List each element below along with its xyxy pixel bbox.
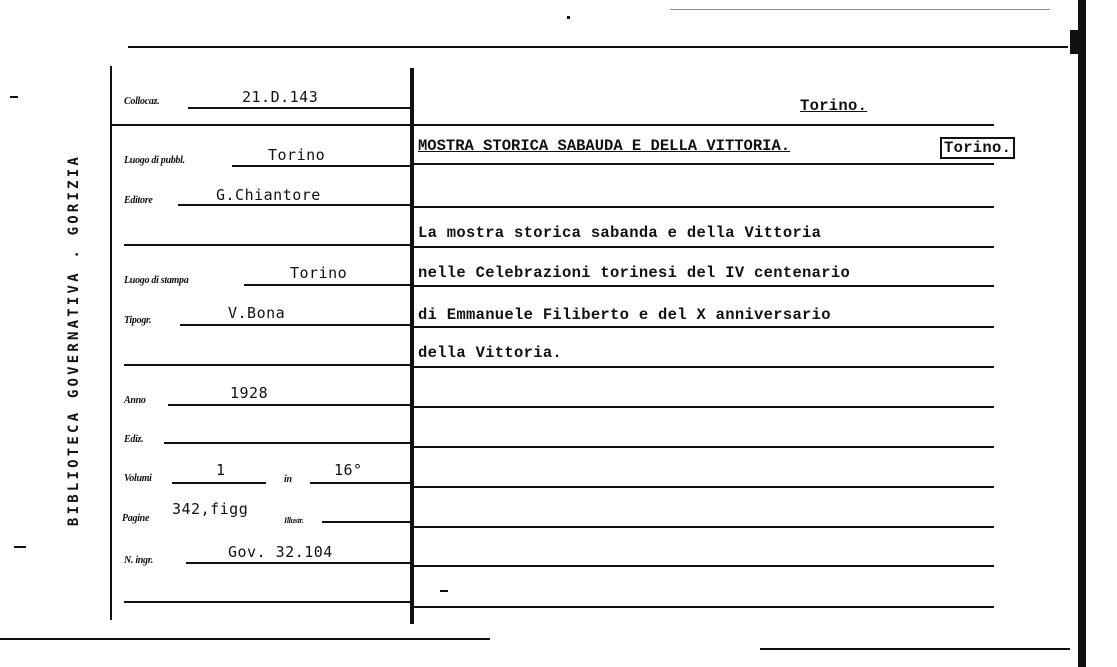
title-place: Torino. [940,137,1015,159]
label-collocazione: Collocaz. [124,96,160,107]
rule-blank-1 [124,244,410,246]
rule-pagine [322,521,410,523]
label-anno: Anno [124,395,146,406]
value-collocazione: 21.D.143 [242,88,319,106]
value-anno: 1928 [230,384,269,402]
center-divider-line [410,68,414,624]
rule-sep-1 [112,124,410,126]
label-in: in [284,474,292,485]
label-editore: Editore [124,195,153,206]
top-right-dash [670,9,1050,10]
title-line: MOSTRA STORICA SABAUDA E DELLA VITTORIA. [418,137,791,155]
rule-right-3 [414,246,994,248]
top-border-line [128,46,1068,48]
label-tipogr: Tipogr. [124,315,152,326]
value-n-ingr: Gov. 32.104 [228,543,333,561]
rule-n-ingr [186,562,410,564]
speck [440,590,448,592]
speck [10,96,18,98]
right-edge-notch [1070,30,1078,54]
value-pagine: 342,figg [172,500,249,518]
rule-right-1 [414,163,994,165]
rule-right-4 [414,285,994,287]
value-editore: G.Chiantore [216,186,321,204]
rule-format [310,482,410,484]
rule-editore [178,204,410,206]
value-luogo-pubbl: Torino [268,146,326,164]
label-luogo-stampa: Luogo di stampa [124,275,189,286]
rule-right-8 [414,446,994,448]
rule-volumi [172,482,266,484]
rule-anno [168,404,410,406]
heading-place: Torino. [800,97,868,115]
body-line-2: nelle Celebrazioni torinesi del IV centenario [418,264,851,282]
body-line-1: La mostra storica sabanda e della Vittoria [418,224,822,242]
rule-collocazione [188,107,410,109]
rule-right-top [414,124,994,126]
bottom-border-line [0,638,490,640]
rule-right-11 [414,565,994,567]
label-ediz: Ediz. [124,434,144,445]
label-pagine: Pagine [122,513,150,524]
label-illustr: Illustr. [284,516,304,525]
rule-ediz [164,442,410,444]
left-margin-line [110,66,112,620]
rule-right-2 [414,206,994,208]
value-luogo-stampa: Torino [290,264,348,282]
rule-right-10 [414,526,994,528]
speck [567,16,570,19]
rule-luogo-stampa [244,284,410,286]
speck [14,546,26,548]
rule-tipogr [180,324,410,326]
body-line-3: di Emmanuele Filiberto e del X anniversario [418,306,831,324]
label-volumi: Volumi [124,473,152,484]
rule-right-9 [414,486,994,488]
rule-right-12 [414,606,994,608]
library-stamp: BIBLIOTECA GOVERNATIVA . GORIZIA [66,153,82,527]
label-n-ingr: N. ingr. [124,555,154,566]
value-volumi: 1 [216,461,226,479]
rule-right-6 [414,366,994,368]
right-edge-bar [1078,0,1086,667]
rule-right-5 [414,326,994,328]
rule-blank-3 [124,601,410,603]
body-line-4: della Vittoria. [418,344,563,362]
label-luogo-pubbl: Luogo di pubbl. [124,155,185,166]
bottom-right-line [760,648,1070,650]
value-format: 16° [334,461,363,479]
rule-blank-2 [124,364,410,366]
rule-right-7 [414,406,994,408]
rule-luogo-pubbl [232,165,410,167]
value-tipogr: V.Bona [228,304,286,322]
